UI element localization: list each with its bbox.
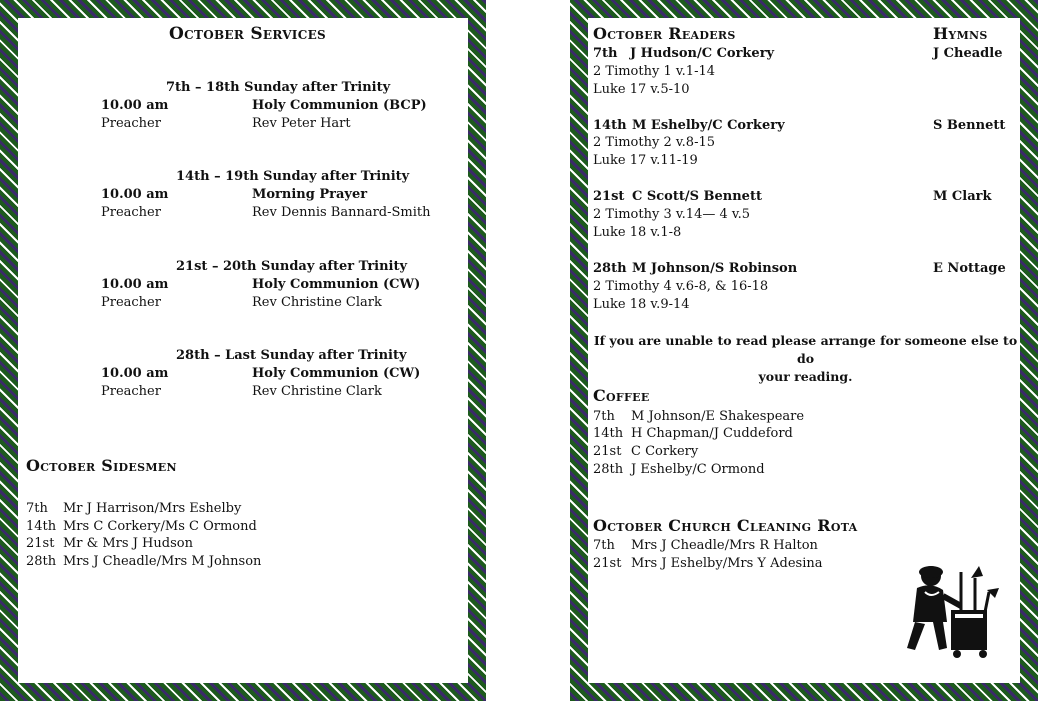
preacher-name: Rev Christine Clark [252,295,382,310]
service-heading: 21st – 20th Sunday after Trinity [176,259,408,274]
service-heading: 28th – Last Sunday after Trinity [176,348,407,363]
reader-names: J Hudson/C Corkery [630,46,775,61]
sidesmen-date: 7th [26,501,48,516]
service-name: Holy Communion (BCP) [252,98,427,113]
coffee-date: 21st [593,444,622,459]
reading-epistle: 2 Timothy 4 v.6-8, & 16-18 [593,279,769,294]
readers-notice-line: If you are unable to read please arrange for someone else to do [593,333,1018,366]
readers-title: October Readers [593,24,736,43]
hymns-title: Hymns [933,24,988,43]
reading-gospel: Luke 17 v.11-19 [593,153,698,168]
preacher-label: Preacher [101,205,161,220]
cleaning-names: Mrs J Cheadle/Mrs R Halton [631,538,818,553]
service-name: Morning Prayer [252,187,368,202]
coffee-date: 28th [593,462,624,477]
sidesmen-names: Mr J Harrison/Mrs Eshelby [63,501,242,516]
cleaning-date: 7th [593,538,615,553]
sidesmen-date: 28th [26,554,57,569]
preacher-name: Rev Christine Clark [252,384,382,399]
cleaning-names: Mrs J Eshelby/Mrs Y Adesina [631,556,823,571]
reading-epistle: 2 Timothy 1 v.1-14 [593,64,716,79]
preacher-label: Preacher [101,384,161,399]
cleaner-clipart-icon [903,562,1007,662]
right-page [570,0,1038,701]
preacher-name: Rev Dennis Bannard-Smith [252,205,431,220]
hymn-name: J Cheadle [933,46,1003,61]
coffee-names: C Corkery [631,444,699,459]
hymn-name: M Clark [933,189,992,204]
reader-date: 14th [593,118,627,133]
cleaning-date: 21st [593,556,622,571]
coffee-names: H Chapman/J Cuddeford [631,426,793,441]
service-heading: 14th – 19th Sunday after Trinity [176,169,410,184]
reader-date: 7th [593,46,618,61]
services-title: October Services [169,24,326,44]
coffee-title: Coffee [593,386,650,405]
reading-gospel: Luke 18 v.9-14 [593,297,690,312]
reader-names: M Eshelby/C Corkery [632,118,785,133]
service-name: Holy Communion (CW) [252,366,421,381]
sidesmen-date: 21st [26,536,55,551]
service-name: Holy Communion (CW) [252,277,421,292]
reader-names: C Scott/S Bennett [632,189,762,204]
hymn-name: S Bennett [933,118,1006,133]
sidesmen-title: October Sidesmen [26,456,177,475]
sidesmen-date: 14th [26,519,57,534]
service-heading: 7th – 18th Sunday after Trinity [166,80,391,95]
left-page [0,0,486,701]
reading-epistle: 2 Timothy 3 v.14— 4 v.5 [593,207,751,222]
reader-date: 21st [593,189,625,204]
reading-epistle: 2 Timothy 2 v.8-15 [593,135,716,150]
cleaning-title: October Church Cleaning Rota [593,516,858,535]
sidesmen-names: Mr & Mrs J Hudson [63,536,193,551]
reader-date: 28th [593,261,627,276]
reading-gospel: Luke 17 v.5-10 [593,82,690,97]
readers-notice [593,332,1018,386]
service-time: 10.00 am [101,187,169,202]
preacher-label: Preacher [101,116,161,131]
service-time: 10.00 am [101,277,169,292]
coffee-date: 14th [593,426,624,441]
reader-names: M Johnson/S Robinson [632,261,798,276]
preacher-label: Preacher [101,295,161,310]
reading-gospel: Luke 18 v.1-8 [593,225,682,240]
coffee-names: M Johnson/E Shakespeare [631,409,805,424]
preacher-name: Rev Peter Hart [252,116,351,131]
service-time: 10.00 am [101,366,169,381]
coffee-date: 7th [593,409,615,424]
coffee-names: J Eshelby/C Ormond [631,462,765,477]
hymn-name: E Nottage [933,261,1006,276]
service-time: 10.00 am [101,98,169,113]
readers-notice-line: your reading. [758,369,853,384]
sidesmen-names: Mrs C Corkery/Ms C Ormond [63,519,257,534]
sidesmen-names: Mrs J Cheadle/Mrs M Johnson [63,554,262,569]
